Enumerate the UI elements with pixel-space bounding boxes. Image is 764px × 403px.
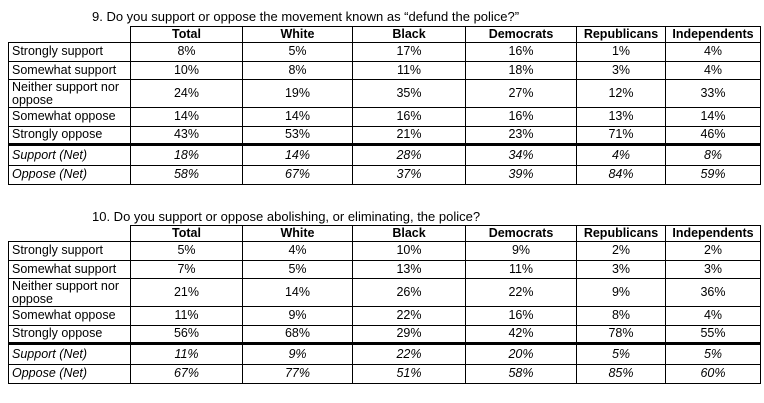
results-table <box>8 225 761 384</box>
cell-value: 8% <box>666 145 761 166</box>
cell-value: 71% <box>577 126 666 145</box>
cell-value: 85% <box>577 364 666 384</box>
column-header: Black <box>353 226 466 242</box>
question-title: 10. Do you support or oppose abolishing, or eliminating, the police? <box>92 209 481 224</box>
cell-value: 10% <box>353 242 466 261</box>
cell-value: 43% <box>131 126 243 145</box>
table-row <box>9 43 761 62</box>
cell-value: 78% <box>577 325 666 344</box>
column-header: White <box>243 226 353 242</box>
cell-value: 14% <box>243 279 353 307</box>
net-row <box>9 364 761 384</box>
cell-value: 59% <box>666 165 761 185</box>
cell-value: 5% <box>577 344 666 365</box>
row-label: Somewhat support <box>9 61 131 80</box>
cell-value: 29% <box>353 325 466 344</box>
column-header: Black <box>353 27 466 43</box>
cell-value: 35% <box>353 80 466 108</box>
cell-value: 14% <box>131 108 243 127</box>
cell-value: 19% <box>243 80 353 108</box>
cell-value: 37% <box>353 165 466 185</box>
row-label: Oppose (Net) <box>9 364 131 384</box>
cell-value: 16% <box>466 43 577 62</box>
cell-value: 22% <box>466 279 577 307</box>
cell-value: 46% <box>666 126 761 145</box>
cell-value: 12% <box>577 80 666 108</box>
cell-value: 17% <box>353 43 466 62</box>
cell-value: 13% <box>353 260 466 279</box>
cell-value: 58% <box>466 364 577 384</box>
cell-value: 10% <box>131 61 243 80</box>
cell-value: 34% <box>466 145 577 166</box>
column-header: Democrats <box>466 226 577 242</box>
cell-value: 11% <box>466 260 577 279</box>
row-label: Somewhat oppose <box>9 108 131 127</box>
cell-value: 21% <box>353 126 466 145</box>
cell-value: 56% <box>131 325 243 344</box>
table-row <box>9 325 761 344</box>
cell-value: 67% <box>243 165 353 185</box>
column-header: Democrats <box>466 27 577 43</box>
row-label: Neither support nor oppose <box>9 80 131 108</box>
row-label: Somewhat support <box>9 260 131 279</box>
row-label: Strongly support <box>9 43 131 62</box>
row-label: Neither support nor oppose <box>9 279 131 307</box>
cell-value: 22% <box>353 307 466 326</box>
cell-value: 4% <box>577 145 666 166</box>
column-header: Total <box>131 226 243 242</box>
cell-value: 24% <box>131 80 243 108</box>
table-row <box>9 260 761 279</box>
cell-value: 68% <box>243 325 353 344</box>
cell-value: 84% <box>577 165 666 185</box>
cell-value: 36% <box>666 279 761 307</box>
cell-value: 8% <box>243 61 353 80</box>
net-row <box>9 344 761 365</box>
cell-value: 28% <box>353 145 466 166</box>
cell-value: 9% <box>577 279 666 307</box>
cell-value: 18% <box>466 61 577 80</box>
cell-value: 51% <box>353 364 466 384</box>
cell-value: 27% <box>466 80 577 108</box>
results-table <box>8 26 761 185</box>
cell-value: 3% <box>666 260 761 279</box>
column-header: Republicans <box>577 27 666 43</box>
column-header: Independents <box>666 226 761 242</box>
header-blank <box>9 27 131 43</box>
cell-value: 42% <box>466 325 577 344</box>
cell-value: 16% <box>466 307 577 326</box>
table-row <box>9 61 761 80</box>
column-header: Republicans <box>577 226 666 242</box>
table-row <box>9 307 761 326</box>
cell-value: 26% <box>353 279 466 307</box>
row-label: Strongly oppose <box>9 325 131 344</box>
cell-value: 3% <box>577 260 666 279</box>
cell-value: 18% <box>131 145 243 166</box>
cell-value: 11% <box>131 307 243 326</box>
cell-value: 8% <box>577 307 666 326</box>
cell-value: 1% <box>577 43 666 62</box>
cell-value: 5% <box>243 43 353 62</box>
net-row <box>9 145 761 166</box>
cell-value: 13% <box>577 108 666 127</box>
cell-value: 14% <box>243 145 353 166</box>
row-label: Oppose (Net) <box>9 165 131 185</box>
cell-value: 5% <box>131 242 243 261</box>
cell-value: 2% <box>666 242 761 261</box>
row-label: Support (Net) <box>9 145 131 166</box>
row-label: Strongly support <box>9 242 131 261</box>
cell-value: 60% <box>666 364 761 384</box>
cell-value: 20% <box>466 344 577 365</box>
cell-value: 14% <box>666 108 761 127</box>
table-row <box>9 242 761 261</box>
question-title: 9. Do you support or oppose the movement known as “defund the police?” <box>92 9 520 24</box>
cell-value: 7% <box>131 260 243 279</box>
column-header: White <box>243 27 353 43</box>
cell-value: 23% <box>466 126 577 145</box>
header-row <box>9 226 761 242</box>
table-row <box>9 279 761 307</box>
cell-value: 16% <box>353 108 466 127</box>
column-header: Total <box>131 27 243 43</box>
cell-value: 21% <box>131 279 243 307</box>
cell-value: 2% <box>577 242 666 261</box>
cell-value: 3% <box>577 61 666 80</box>
table-row <box>9 126 761 145</box>
row-label: Somewhat oppose <box>9 307 131 326</box>
cell-value: 53% <box>243 126 353 145</box>
cell-value: 14% <box>243 108 353 127</box>
header-row <box>9 27 761 43</box>
cell-value: 16% <box>466 108 577 127</box>
cell-value: 5% <box>243 260 353 279</box>
cell-value: 67% <box>131 364 243 384</box>
cell-value: 55% <box>666 325 761 344</box>
cell-value: 9% <box>466 242 577 261</box>
cell-value: 39% <box>466 165 577 185</box>
cell-value: 11% <box>131 344 243 365</box>
column-header: Independents <box>666 27 761 43</box>
table-row <box>9 108 761 127</box>
row-label: Support (Net) <box>9 344 131 365</box>
cell-value: 8% <box>131 43 243 62</box>
cell-value: 33% <box>666 80 761 108</box>
net-row <box>9 165 761 185</box>
row-label: Strongly oppose <box>9 126 131 145</box>
cell-value: 58% <box>131 165 243 185</box>
cell-value: 11% <box>353 61 466 80</box>
cell-value: 77% <box>243 364 353 384</box>
cell-value: 4% <box>666 61 761 80</box>
cell-value: 4% <box>243 242 353 261</box>
cell-value: 5% <box>666 344 761 365</box>
cell-value: 9% <box>243 344 353 365</box>
cell-value: 22% <box>353 344 466 365</box>
cell-value: 9% <box>243 307 353 326</box>
cell-value: 4% <box>666 43 761 62</box>
cell-value: 4% <box>666 307 761 326</box>
header-blank <box>9 226 131 242</box>
table-row <box>9 80 761 108</box>
